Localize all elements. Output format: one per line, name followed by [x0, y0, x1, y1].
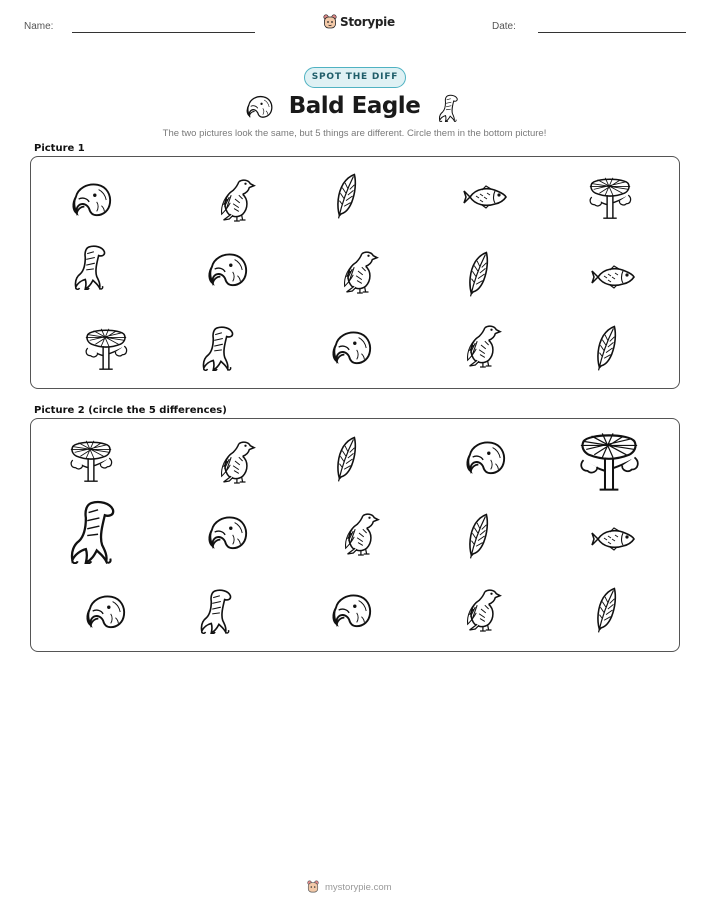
- eagle-talon-icon[interactable]: [62, 499, 126, 564]
- nest-tree-icon: [81, 325, 131, 373]
- date-label: Date:: [492, 21, 516, 32]
- eagle-head-icon: [330, 329, 372, 367]
- footer: [307, 880, 392, 894]
- brand-name: Storypie: [340, 15, 395, 29]
- eagle-head-icon: [206, 251, 248, 289]
- eagle-icon: [337, 248, 379, 294]
- nest-tree-icon[interactable]: [66, 437, 116, 485]
- storypie-mascot-icon: [323, 14, 337, 30]
- eagle-talon-icon: [70, 244, 112, 290]
- eagle-head-icon[interactable]: [206, 514, 248, 552]
- eagle-icon[interactable]: [338, 510, 380, 556]
- eagle-talon-icon: [436, 94, 462, 122]
- eagle-talon-icon[interactable]: [196, 588, 238, 634]
- eagle-head-icon[interactable]: [464, 439, 506, 477]
- feather-icon[interactable]: [592, 586, 620, 634]
- fish-icon[interactable]: [590, 524, 640, 554]
- eagle-talon-icon: [198, 325, 240, 371]
- fish-icon: [462, 182, 512, 212]
- nest-tree-icon[interactable]: [574, 428, 644, 495]
- spot-the-diff-badge: SPOT THE DIFF: [304, 67, 406, 88]
- feather-icon[interactable]: [332, 435, 360, 483]
- fish-icon: [590, 262, 640, 292]
- feather-icon: [332, 172, 360, 220]
- brand-logo: [323, 14, 395, 30]
- date-input-line[interactable]: [538, 32, 686, 33]
- name-label: Name:: [24, 21, 54, 32]
- picture-1-label: Picture 1: [34, 143, 85, 154]
- eagle-head-icon: [70, 181, 112, 219]
- feather-icon: [464, 250, 492, 298]
- eagle-icon: [214, 176, 256, 222]
- eagle-icon[interactable]: [460, 586, 502, 632]
- storypie-mascot-icon: [307, 880, 319, 894]
- footer-site-url[interactable]: mystorypie.com: [325, 881, 392, 893]
- eagle-icon[interactable]: [214, 438, 256, 484]
- page-title: Bald Eagle: [288, 93, 421, 119]
- eagle-icon: [460, 322, 502, 368]
- eagle-head-icon[interactable]: [84, 593, 126, 631]
- nest-tree-icon: [585, 174, 635, 222]
- picture-2-label: Picture 2 (circle the 5 differences): [34, 405, 227, 416]
- eagle-head-icon[interactable]: [330, 592, 372, 630]
- feather-icon: [592, 324, 620, 372]
- feather-icon[interactable]: [464, 512, 492, 560]
- name-input-line[interactable]: [72, 32, 255, 33]
- instructions-text: The two pictures look the same, but 5 things are different. Circle them in the bottom picture!: [162, 128, 547, 139]
